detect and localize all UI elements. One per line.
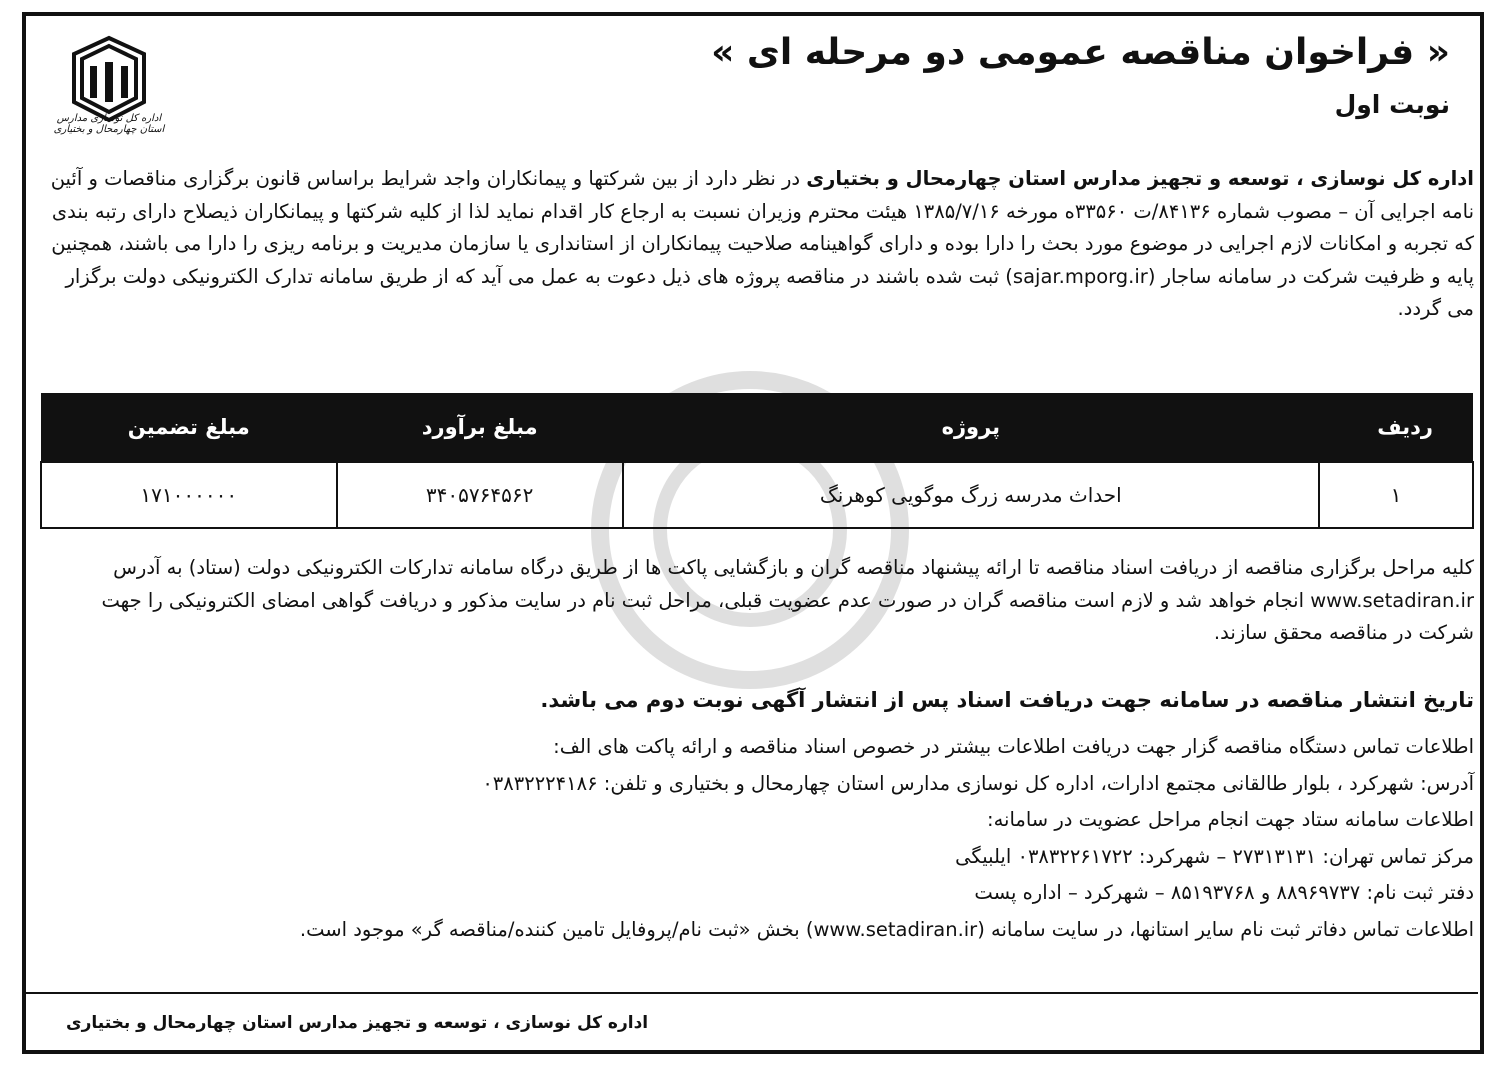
organization-name: اداره کل نوسازی ، توسعه و تجهیز مدارس استان چهارمحال و بختیاری xyxy=(806,167,1474,190)
column-header-guarantee: مبلغ تضمین xyxy=(41,393,337,462)
table-header-row xyxy=(41,393,1473,462)
announcement-title: « فراخوان مناقصه عمومی دو مرحله ای » xyxy=(711,32,1450,73)
procedure-paragraph: کلیه مراحل برگزاری مناقصه از دریافت اسناد مناقصه تا ارائه پیشنهاد مناقصه گران و بازگشایی پاکت ها از طریق درگاه سامانه تدارکات الکترونیکی دولت (ستاد) به آدرس www.setadiran.ir انجام خواهد شد و لازم است مناقصه گران در صورت عدم عضویت قبلی، مراحل ثبت نام در سایت مذکور و دریافت گواهی امضای الکترونیکی را جهت شرکت در مناقصه محقق سازند. xyxy=(101,556,1474,644)
cell-guarantee: ۱۷۱۰۰۰۰۰۰ xyxy=(41,462,337,528)
column-header-estimate: مبلغ برآورد xyxy=(337,393,623,462)
projects-table xyxy=(40,393,1474,529)
footer-organization: اداره کل نوسازی ، توسعه و تجهیز مدارس استان چهارمحال و بختیاری xyxy=(66,1013,649,1033)
column-header-project: پروژه xyxy=(623,393,1319,462)
contact-line-intro: اطلاعات تماس دستگاه مناقصه گزار جهت دریافت اطلاعات بیشتر در خصوص اسناد مناقصه و ارائه پاکت های الف: xyxy=(553,735,1474,758)
contact-line-other-provinces: اطلاعات تماس دفاتر ثبت نام سایر استانها، در سایت سامانه (www.setadiran.ir) بخش «ثبت نام/پروفایل تامین کننده/مناقصه گر» موجود است. xyxy=(299,917,1474,941)
cell-radif: ۱ xyxy=(1319,462,1473,528)
contact-line-call-center: مرکز تماس تهران: ۲۷۳۱۳۱۳۱ – شهرکرد: ۰۳۸۳۲۲۶۱۷۲۲ ایلبیگی xyxy=(955,844,1474,868)
intro-text: در نظر دارد از بین شرکتها و پیمانکاران واجد شرایط براساس قانون برگزاری مناقصات و آئین نامه اجرایی آن – مصوب شماره ۸۴۱۳۶/ت ۳۳۵۶۰ه مورخه ۱۳۸۵/۷/۱۶ هیئت محترم وزیران نسبت به ارجاع کار اقدام نماید لذا از کلیه شرکتها و پیمانکاران ذیصلاح دارای رتبه بندی که تجربه و امکانات لازم اجرایی در موضوع مورد بحث را دارا بوده و دارای گواهینامه صلاحیت پیمانکاران از استانداری یا سازمان مدیریت و برنامه ریزی را دارا می باشند، همچنین پایه و ظرفیت شرکت در سامانه ساجار (sajar.mporg.ir) ثبت شده باشند در مناقصه پروژه های ذیل دعوت به عمل می آید که از طریق سامانه تدارک الکترونیکی دولت برگزار می گردد. xyxy=(50,167,1474,320)
intro-paragraph xyxy=(42,163,1474,326)
publish-date-note: تاریخ انتشار مناقصه در سامانه جهت دریافت اسناد پس از انتشار آگهی نوبت دوم می باشد. xyxy=(540,688,1474,712)
contact-line-address: آدرس: شهرکرد ، بلوار طالقانی مجتمع ادارات، اداره کل نوسازی مدارس استان چهارمحال و بختیاری و تلفن: ۰۳۸۳۲۲۲۴۱۸۶ xyxy=(482,771,1474,795)
footer-divider xyxy=(26,992,1478,994)
cell-estimate: ۳۴۰۵۷۶۴۵۶۲ xyxy=(337,462,623,528)
logo-caption: اداره کل نوسازی مدارس استان چهارمحال و بختیاری xyxy=(53,113,165,135)
cell-project: احداث مدرسه زرگ موگویی کوهرنگ xyxy=(623,462,1319,528)
contact-line-setad: اطلاعات سامانه ستاد جهت انجام مراحل عضویت در سامانه: xyxy=(987,808,1474,831)
contact-line-registration-office: دفتر ثبت نام: ۸۸۹۶۹۷۳۷ و ۸۵۱۹۳۷۶۸ – شهرکرد – اداره پست xyxy=(974,881,1474,904)
announcement-round: نوبت اول xyxy=(1334,90,1450,119)
table-row xyxy=(41,462,1473,528)
contact-section xyxy=(42,729,1474,948)
column-header-radif: ردیف xyxy=(1319,393,1473,462)
